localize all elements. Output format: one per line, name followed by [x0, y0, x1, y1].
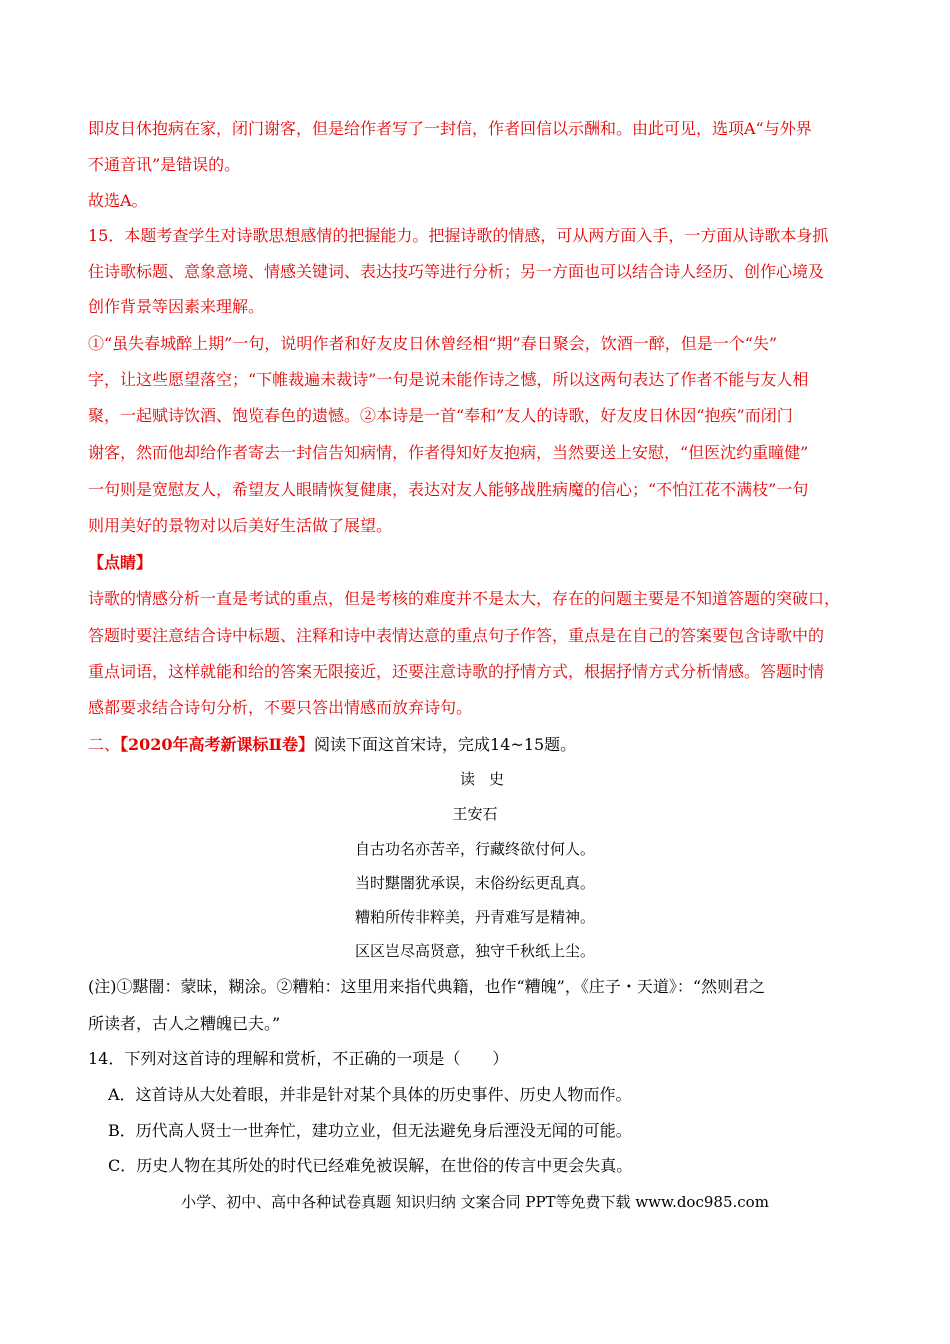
poem-author: 王安石	[452, 805, 498, 823]
question-14-option-a: A．这首诗从大处着眼，并非是针对某个具体的历史事件、历史人物而作。	[108, 1085, 632, 1104]
tip-line-3: 重点词语，这样就能和给的答案无限接近，还要注意诗歌的抒情方式，根据抒情方式分析情感。答题时情	[88, 662, 825, 681]
answer-choice-line: 故选A。	[88, 191, 148, 210]
poem-notes-line-1: (注)①黮闇：蒙昧，糊涂。②糟粕：这里用来指代典籍，也作“糟魄”，《庄子・天道》：“然则君之	[88, 977, 766, 996]
answer-line-2: 不通音讯”是错误的。	[88, 155, 241, 174]
poem-line-3: 糟粕所传非粹美，丹青难写是精神。	[354, 908, 595, 926]
poem-line-4: 区区岂尽高贤意，独守千秋纸上尘。	[354, 942, 595, 960]
poem-title: 读史	[459, 770, 518, 788]
question-14-option-c: C．历史人物在其所处的时代已经难免被误解，在世俗的传言中更会失真。	[108, 1156, 633, 1175]
tip-line-1: 诗歌的情感分析一直是考试的重点，但是考核的难度并不是太大，存在的问题主要是不知道答题的突破口，	[88, 589, 841, 608]
tip-line-2: 答题时要注意结合诗中标题、注释和诗中表情达意的重点句子作答，重点是在自己的答案要包含诗歌中的	[88, 626, 825, 645]
answer-15-line-7: 谢客，然而他却给作者寄去一封信告知病情，作者得知好友抱病，当然要送上安慰，“但医沈约重瞳健”	[88, 443, 809, 462]
poem-notes-line-2: 所读者，古人之糟魄已夫。”	[88, 1014, 281, 1033]
tip-heading: 【点睛】	[88, 553, 153, 572]
section-two-source: 【2020年高考新课标Ⅱ卷】	[120, 735, 315, 754]
poem-line-1: 自古功名亦苦辛，行藏终欲付何人。	[354, 840, 595, 858]
answer-15-line-3: 创作背景等因素来理解。	[88, 297, 265, 316]
tip-line-4: 感都要求结合诗句分析，不要只答出情感而放弃诗句。	[88, 698, 473, 717]
answer-15-line-2: 住诗歌标题、意象意境、情感关键词、表达技巧等进行分析；另一方面也可以结合诗人经历、创作心境及	[88, 262, 825, 281]
question-14-option-b: B．历代高人贤士一世奔忙，建功立业，但无法避免身后湮没无闻的可能。	[108, 1121, 632, 1140]
section-two-prefix: 二、	[88, 735, 121, 754]
section-two-header	[88, 734, 576, 756]
answer-15-line-5: 字，让这些愿望落空；“下帷裁遍未裁诗”一句是说未能作诗之憾，所以这两句表达了作者不能与友人相	[88, 370, 809, 389]
section-two-instruction: 阅读下面这首宋诗，完成14~15题。	[314, 735, 577, 754]
answer-15-line-6: 聚，一起赋诗饮酒、饱览春色的遗憾。②本诗是一首“奉和”友人的诗歌，好友皮日休因“抱疾”而闭门	[88, 406, 793, 425]
answer-15-line-9: 则用美好的景物对以后美好生活做了展望。	[88, 516, 393, 535]
page-footer: 小学、初中、高中各种试卷真题 知识归纳 文案合同 PPT等免费下载 www.doc985.com	[181, 1193, 769, 1211]
answer-15-line-8: 一句则是宽慰友人，希望友人眼睛恢复健康，表达对友人能够战胜病魔的信心；“不怕江花不满枝”一句	[88, 480, 809, 499]
poem-line-2: 当时黮闇犹承误，末俗纷纭更乱真。	[354, 874, 595, 892]
answer-line-1: 即皮日休抱病在家，闭门谢客，但是给作者写了一封信，作者回信以示酬和。由此可见，选项A“与外界	[88, 119, 812, 138]
question-14-stem: 14．下列对这首诗的理解和赏析，不正确的一项是（ ）	[88, 1049, 509, 1068]
answer-15-line-1: 15．本题考查学生对诗歌思想感情的把握能力。把握诗歌的情感，可从两方面入手，一方面从诗歌本身抓	[88, 226, 829, 245]
answer-15-line-4: ①“虽失春城醉上期”一句，说明作者和好友皮日休曾经相“期”春日聚会，饮酒一醉，但是一个“失”	[88, 334, 778, 353]
